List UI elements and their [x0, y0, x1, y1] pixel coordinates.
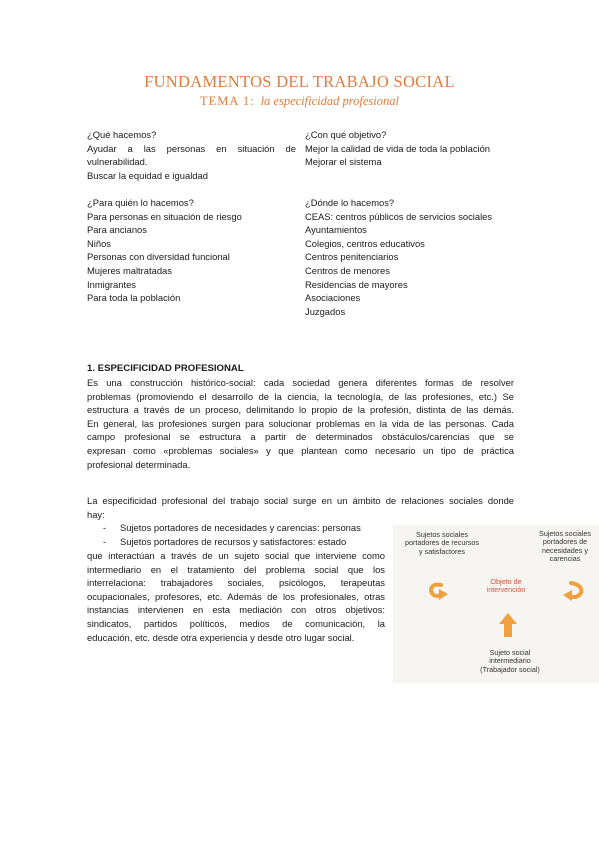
section-heading: 1. ESPECIFICIDAD PROFESIONAL — [87, 363, 244, 374]
bullet-text: Sujetos portadores de necesidades y carencias: personas — [120, 522, 361, 533]
what-section — [87, 128, 156, 142]
paragraph-line: que interactúan a través de un sujeto social que interviene como — [87, 550, 385, 561]
curved-arrow-right-icon — [563, 583, 581, 601]
list-item: CEAS: centros públicos de servicios sociales — [305, 210, 493, 222]
paragraph-line: ocupacionales, profesores, etc. Además de los profesionales, otras — [87, 590, 385, 602]
paragraph-line: La especificidad profesional del trabajo social surge en un ámbito de relaciones sociales donde — [87, 495, 514, 506]
list-item: Asociaciones — [305, 292, 361, 304]
what-heading: ¿Qué hacemos? — [87, 129, 157, 140]
paragraph-line: estructura a través de un proceso, delimitando lo propio de la profesión, distinta de las demás. — [87, 404, 514, 416]
list-item: Para ancianos — [87, 224, 147, 236]
paragraph-2 — [87, 494, 514, 521]
list-item: Para toda la población — [87, 292, 181, 304]
bullet-text: Sujetos portadores de recursos y satisfactores: estado — [120, 536, 347, 547]
subtitle-topic: la especificidad profesional — [260, 94, 399, 108]
paragraph-line: educación, etc. desde otra experiencia y desde otro lugar social. — [87, 631, 355, 643]
objective-line: Mejor la calidad de vida de toda la población — [305, 142, 491, 154]
paragraph-line: problemas (promoviendo el desarrollo de la ciencia, la tecnología, de las profesiones, etc.) Se — [87, 390, 514, 402]
list-item: Centros de menores — [305, 264, 390, 276]
list-item: Ayuntamientos — [305, 224, 367, 236]
paragraph-1 — [87, 376, 514, 471]
diagram-arrows — [393, 525, 599, 683]
document-title: FUNDAMENTOS DEL TRABAJO SOCIAL — [144, 72, 455, 91]
where-section — [305, 196, 492, 318]
paragraph-line: instancias intervienen en esta mediación con otros objetivos: — [87, 604, 385, 616]
dash-marker: - — [103, 536, 107, 547]
what-body — [87, 142, 296, 183]
diagram-right-label: Sujetos sociales portadores de necesidades y carencias — [539, 529, 591, 564]
list-item: Colegios, centros educativos — [305, 237, 425, 249]
subtitle-lead: TEMA 1: — [200, 94, 255, 108]
list-item: Mujeres maltratadas — [87, 264, 172, 276]
paragraph-line: campo profesional se estructura a partir de determinados obstáculos/carencias que se — [87, 431, 514, 443]
what-line: Buscar la equidad e igualdad — [87, 169, 208, 181]
curved-arrow-left-icon — [431, 585, 448, 600]
diagram-center-label: Objeto de intervención — [486, 577, 526, 595]
bullet-list — [103, 521, 361, 549]
paragraph-line: expresan como «problemas sociales» y que plantean como necesario un tipo de práctica — [87, 444, 514, 456]
for-whom-section — [87, 196, 242, 305]
paragraph-line: sindicatos, partidos políticos, medios de comunicación, la — [87, 617, 385, 629]
paragraph-line: interrelaciona: trabajadores sociales, psicólogos, terapeutas — [87, 577, 385, 589]
diagram-bottom-label: Sujeto social intermediario (Trabajador social) — [480, 648, 540, 674]
list-item: Juzgados — [305, 305, 346, 317]
what-line: Ayudar a las personas en situación de — [87, 142, 296, 154]
list-item: Centros penitenciarios — [305, 251, 399, 263]
paragraph-line: profesional determinada. — [87, 458, 191, 470]
up-arrow-icon — [499, 613, 517, 637]
paragraph-line: Es una construcción histórico-social: cada sociedad genera diferentes formas de resolver — [87, 377, 514, 388]
document-subtitle — [0, 94, 599, 109]
list-item — [103, 521, 361, 535]
where-heading: ¿Dónde lo hacemos? — [305, 197, 395, 208]
for-whom-heading: ¿Para quién lo hacemos? — [87, 197, 194, 208]
objective-heading: ¿Con qué objetivo? — [305, 129, 387, 140]
list-item: Para personas en situación de riesgo — [87, 210, 242, 222]
objective-line: Mejorar el sistema — [305, 156, 382, 168]
list-item: Niños — [87, 237, 111, 249]
list-item: Inmigrantes — [87, 278, 136, 290]
what-line: vulnerabilidad. — [87, 156, 148, 168]
dash-marker: - — [103, 522, 107, 533]
paragraph-line: En general, las profesiones surgen para solucionar problemas en la vida de las personas. Cada — [87, 417, 514, 429]
intervention-diagram — [393, 525, 599, 683]
paragraph-3 — [87, 549, 385, 644]
objective-section — [305, 128, 490, 169]
diagram-left-label: Sujetos sociales portadores de recursos y satisfactores — [405, 530, 479, 556]
list-item — [103, 535, 361, 549]
list-item: Personas con diversidad funcional — [87, 251, 230, 263]
paragraph-line: intermediario en el tratamiento del problema social que los — [87, 563, 385, 575]
paragraph-line: hay: — [87, 508, 105, 520]
list-item: Residencias de mayores — [305, 278, 408, 290]
